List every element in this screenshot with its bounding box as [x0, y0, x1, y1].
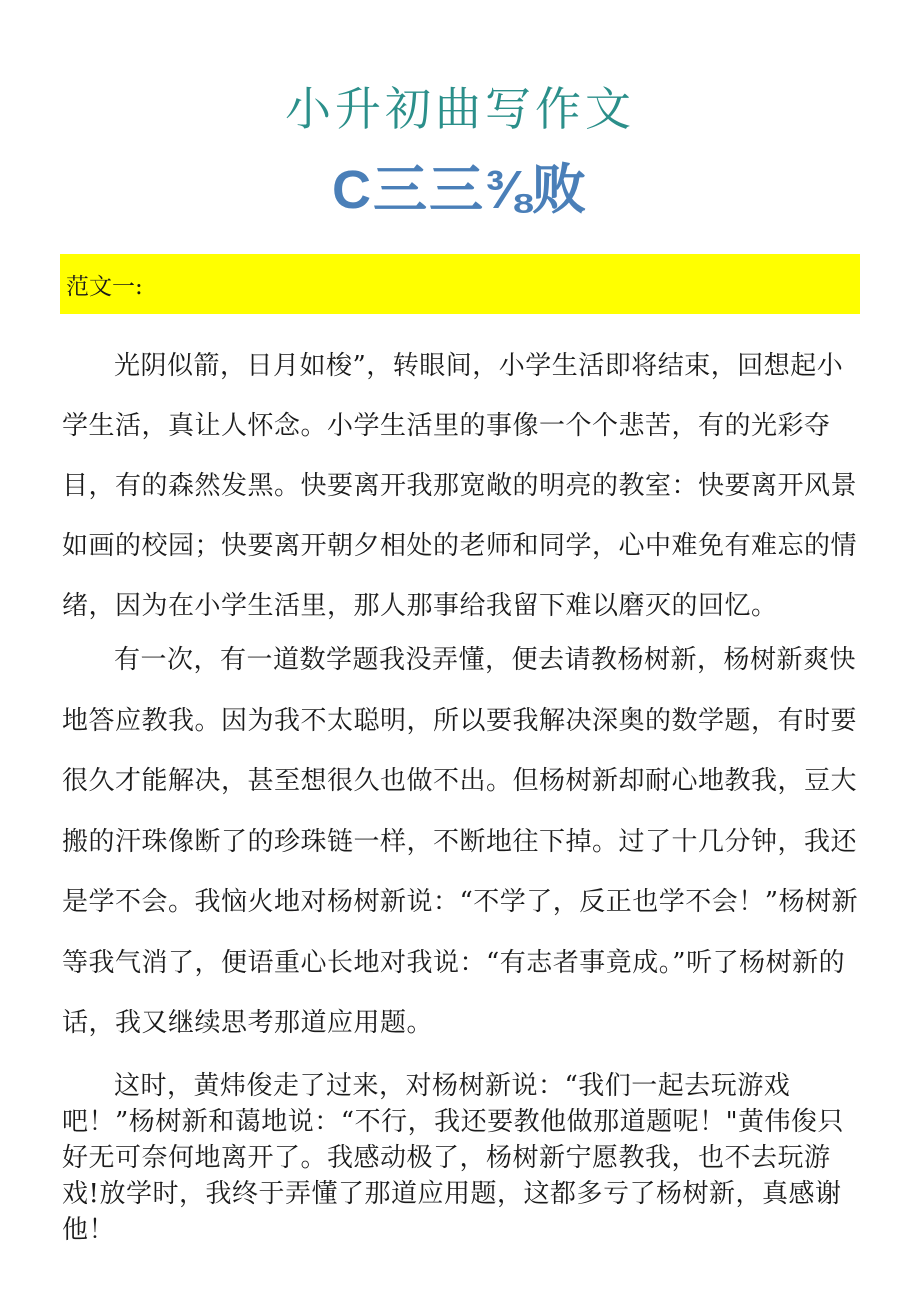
paragraph-2: 有一次，有一道数学题我没弄懂，便去请教杨树新，杨树新爽快地答应教我。因为我不太聪明，所以要我解决深奥的数学题，有时要很久才能解决，甚至想很久也做不出。但杨树新却耐心地教我，豆大搬的汗珠像断了的珍珠链一样，不断地往下掉。过了十几分钟，我还是学不会。我恼火地对杨树新说：“不学了，反正也学不会！”杨树新等我气消了，便语重心长地对我说：“有志者事竟成。”听了杨树新的话，我又继续思考那道应用题。 [62, 645, 859, 1038]
section-label-highlight [60, 254, 860, 314]
section-label: 范文一: [66, 274, 143, 300]
page-subtitle: C三三⅜败 [331, 160, 589, 220]
paragraph-3: 这时，黄炜俊走了过来，对杨树新说：“我们一起去玩游戏吧！”杨树新和蔼地说：“不行，我还要教他做那道题呢！"黄伟俊只好无可奈何地离开了。我感动极了，杨树新宁愿教我，也不去玩游戏!放学时，我终于弄懂了那道应用题，这都多亏了杨树新，真感谢他！ [62, 1071, 845, 1245]
paragraph-1: 光阴似箭，日月如梭”，转眼间，小学生活即将结束，回想起小学生活，真让人怀念。小学生活里的事像一个个悲苦，有的光彩夺目，有的森然发黑。快要离开我那宽敞的明亮的教室：快要离开风景如画的校园；快要离开朝夕相处的老师和同学，心中难免有难忘的情绪，因为在小学生活里，那人那事给我留下难以磨灭的回忆。 [62, 351, 858, 621]
page-title: 小升初曲写作文 [285, 82, 635, 136]
